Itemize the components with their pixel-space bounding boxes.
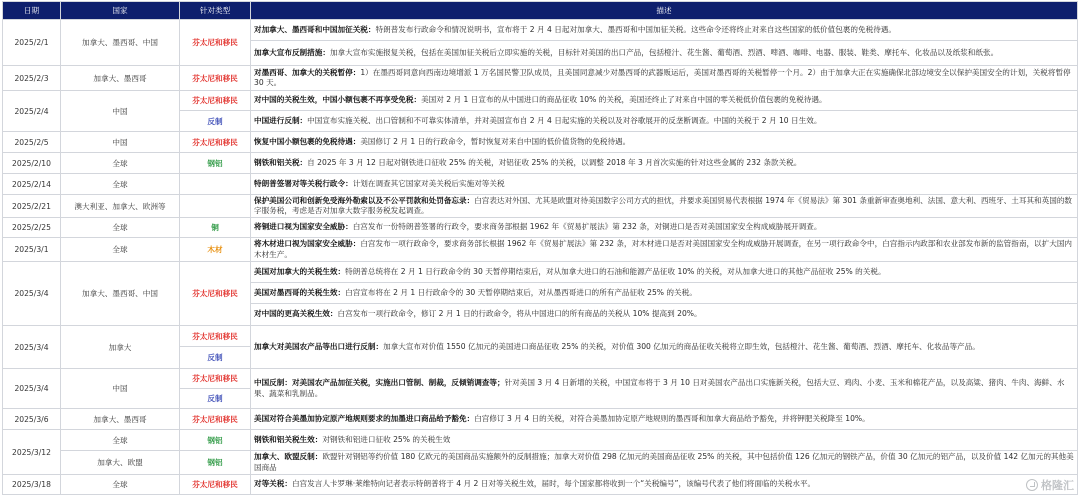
description-cell bbox=[251, 409, 1077, 429]
description-cell bbox=[251, 304, 1077, 325]
description-title: 加拿大、欧盟反制： bbox=[254, 452, 323, 462]
description-body: 白宫表达对外国、尤其是欧盟对待美国数字公司方式的担忧，并要求美国贸易代表根据 1974 年《贸易法》第 301 条重新审查奥地利、法国、意大利、西班牙、土耳其和英国的数字服务税，考虑是否对加拿大数字服务税发起调查。 bbox=[254, 195, 1073, 215]
watermark bbox=[1026, 477, 1074, 493]
description-text bbox=[254, 179, 505, 189]
description-body: 针对美国 3 月 4 日新增的关税，中国宣布将于 3 月 10 日对美国农产品出口实施新关税，包括大豆、鸡肉、小麦、玉米和棉花产品，以及高粱、猪肉、牛肉、海鲜、水果、蔬菜和乳制品。 bbox=[254, 378, 1065, 398]
description-body: 美国修订 2 月 1 日的行政命令，暂时恢复对来自中国的低价值货物的免税待遇。 bbox=[360, 136, 631, 146]
description-title: 加拿大对美国农产品等出口进行反制： bbox=[254, 341, 384, 351]
description-text bbox=[254, 309, 702, 319]
type-label-lumber: 木材 bbox=[207, 245, 223, 254]
type-label-copper: 铜 bbox=[211, 223, 219, 232]
description-cell bbox=[251, 41, 1077, 65]
type-label-countermeasure: 反制 bbox=[207, 353, 223, 362]
date-cell: 2025/2/25 bbox=[3, 218, 60, 237]
description-cell bbox=[251, 326, 1077, 368]
description-text bbox=[254, 414, 870, 424]
description-body: 特朗普总统将在 2 月 1 日行政命令的 30 天暂停期结束后，对从加拿大进口的石油和能源产品征收 10% 的关税，对从加拿大进口的其他产品征收 25% 的关税。 bbox=[345, 266, 886, 276]
description-cell bbox=[251, 153, 1077, 173]
description-text bbox=[254, 196, 1074, 217]
date-cell: 2025/2/5 bbox=[3, 132, 60, 152]
type-label-fentanyl: 芬太尼和移民 bbox=[192, 414, 238, 424]
header-date: 日期 bbox=[3, 2, 60, 19]
description-cell bbox=[251, 111, 1077, 131]
country-cell: 中国 bbox=[61, 91, 179, 131]
type-label-fentanyl: 芬太尼和移民 bbox=[192, 137, 238, 147]
type-cell bbox=[180, 66, 250, 90]
description-title: 美国对墨西哥的关税生效： bbox=[254, 287, 346, 297]
date-cell: 2025/3/1 bbox=[3, 238, 60, 261]
description-text bbox=[254, 116, 821, 126]
description-body: 对钢铁和铝进口征收 25% 的关税生效 bbox=[322, 434, 451, 444]
type-cell bbox=[180, 326, 250, 346]
type-label-countermeasure: 反制 bbox=[207, 116, 223, 126]
description-title: 钢铁和铝关税： bbox=[254, 157, 308, 167]
country-cell: 中国 bbox=[61, 132, 179, 152]
description-body: 欧盟针对钢铝等约价值 180 亿欧元的美国商品实施额外的反制措施；加拿大对价值 298 亿加元的美国商品征收 25% 的关税，其中包括价值 126 亿加元的钢铁产品，价值 30 亿加元的铝产品，以及价值 142 亿加元的其他美国商品 bbox=[254, 452, 1074, 472]
description-text bbox=[254, 137, 630, 147]
description-cell bbox=[251, 91, 1077, 110]
country-cell: 全球 bbox=[61, 174, 179, 194]
description-body: 白宫发布一份特朗普签署的行政令，要求商务部根据 1962 年《贸易扩展法》第 232 条，对铜进口是否对美国国家安全构成威胁展开调查。 bbox=[352, 222, 822, 232]
country-cell: 加拿大 bbox=[61, 326, 179, 368]
type-cell bbox=[180, 389, 250, 408]
type-cell bbox=[180, 430, 250, 450]
type-cell bbox=[180, 369, 250, 388]
date-cell: 2025/2/4 bbox=[3, 91, 60, 131]
country-cell: 加拿大、墨西哥、中国 bbox=[61, 20, 179, 65]
type-cell bbox=[180, 347, 250, 368]
description-title: 中国反制：对美国农产品加征关税，实施出口管制、制裁，反倾销调查等； bbox=[254, 378, 505, 388]
date-cell: 2025/2/10 bbox=[3, 153, 60, 173]
description-body: 白宫宣布将在 2 月 1 日行政命令的 30 天暂停期结束后，对从墨西哥进口的所有产品征收 25% 的关税。 bbox=[345, 287, 697, 297]
description-cell bbox=[251, 430, 1077, 450]
description-cell bbox=[251, 369, 1077, 408]
type-cell bbox=[180, 91, 250, 110]
country-cell: 澳大利亚、加拿大、欧洲等 bbox=[61, 195, 179, 217]
description-text bbox=[254, 288, 697, 298]
description-text bbox=[254, 222, 821, 232]
country-cell: 全球 bbox=[61, 238, 179, 261]
description-cell bbox=[251, 238, 1077, 261]
description-text bbox=[254, 378, 1074, 399]
date-cell: 2025/3/6 bbox=[3, 409, 60, 429]
description-title: 对中国的关税生效，中国小额包裹不再享受免税： bbox=[254, 95, 422, 105]
country-cell: 全球 bbox=[61, 153, 179, 173]
description-title: 钢铁和铝关税生效： bbox=[254, 434, 323, 444]
description-text bbox=[254, 239, 1074, 260]
header-country: 国家 bbox=[61, 2, 179, 19]
type-cell bbox=[180, 409, 250, 429]
type-label-fentanyl: 芬太尼和移民 bbox=[192, 331, 238, 341]
description-cell bbox=[251, 195, 1077, 217]
date-cell: 2025/3/4 bbox=[3, 326, 60, 368]
type-cell bbox=[180, 238, 250, 261]
description-title: 美国对符合美墨加协定原产地规则要求的加墨进口商品给予豁免： bbox=[254, 413, 475, 423]
type-cell bbox=[180, 132, 250, 152]
date-cell: 2025/2/3 bbox=[3, 66, 60, 90]
description-body: 计划在调查其它国家对美关税后实施对等关税 bbox=[352, 178, 505, 188]
description-title: 将木材进口视为国家安全威胁： bbox=[254, 239, 361, 249]
date-cell: 2025/3/18 bbox=[3, 475, 60, 494]
date-cell: 2025/2/14 bbox=[3, 174, 60, 194]
description-text bbox=[254, 342, 980, 352]
type-label-fentanyl: 芬太尼和移民 bbox=[192, 73, 238, 83]
date-cell: 2025/2/21 bbox=[3, 195, 60, 217]
description-text bbox=[254, 267, 886, 277]
description-title: 对加拿大、墨西哥和中国加征关税： bbox=[254, 24, 376, 34]
description-title: 保护美国公司和创新免受海外勒索以及不公平罚款和处罚备忘录： bbox=[254, 195, 475, 205]
description-title: 加拿大宣布反制措施： bbox=[254, 47, 330, 57]
country-cell: 全球 bbox=[61, 475, 179, 494]
watermark-text: 格隆汇 bbox=[1041, 479, 1074, 492]
description-cell bbox=[251, 451, 1077, 474]
description-cell bbox=[251, 283, 1077, 303]
country-cell: 全球 bbox=[61, 430, 179, 450]
description-title: 中国进行反制： bbox=[254, 115, 308, 125]
type-label-steel-aluminum: 钢铝 bbox=[207, 458, 223, 467]
description-text bbox=[254, 95, 827, 105]
description-cell bbox=[251, 475, 1077, 494]
description-title: 美国对加拿大的关税生效： bbox=[254, 266, 346, 276]
type-cell-empty bbox=[180, 174, 250, 194]
tariff-timeline-table bbox=[2, 1, 1078, 495]
type-label-fentanyl: 芬太尼和移民 bbox=[192, 96, 238, 105]
type-label-fentanyl: 芬太尼和移民 bbox=[192, 289, 238, 298]
description-cell bbox=[251, 132, 1077, 152]
description-text bbox=[254, 158, 801, 168]
description-text bbox=[254, 25, 896, 35]
description-title: 特朗普签署对等关税行政令： bbox=[254, 178, 353, 188]
type-label-fentanyl: 芬太尼和移民 bbox=[192, 480, 238, 489]
type-cell bbox=[180, 475, 250, 494]
country-cell: 全球 bbox=[61, 218, 179, 237]
country-cell: 加拿大、墨西哥、中国 bbox=[61, 262, 179, 325]
header-description: 描述 bbox=[251, 2, 1077, 19]
description-body: 白宫修订 3 月 4 日的关税，对符合美墨加协定原产地规则的墨西哥和加拿大商品给予豁免，并将钾肥关税降至 10%。 bbox=[474, 413, 870, 423]
description-title: 对等关税： bbox=[254, 479, 292, 489]
description-body: 加拿大宣布实施报复关税，包括在美国加征关税后立即实施的关税，目标针对美国的出口产品，包括橙汁、花生酱、葡萄酒、烈酒、啤酒、咖啡、电器、服装、鞋类、摩托车、化妆品以及纸浆和纸张。 bbox=[329, 47, 999, 57]
type-cell bbox=[180, 218, 250, 237]
type-label-fentanyl: 芬太尼和移民 bbox=[192, 374, 238, 383]
description-body: 美国对 2 月 1 日宣布的从中国进口的商品征收 10% 的关税，美国还终止了对来自中国的零关税低价值包裹的免税待遇。 bbox=[421, 95, 827, 105]
description-body: 特朗普发布行政命令和情况说明书，宣布将于 2 月 4 日起对加拿大、墨西哥和中国加征关税。这些命令还将终止对来自这些国家的低价值包裹的免税待遇。 bbox=[375, 24, 896, 34]
description-body: 白宫发布一项行政命令，要求商务部长根据 1962 年《贸易扩展法》第 232 条，对木材进口是否对美国国家安全构成威胁开展调查，在另一项行政命令中，白宫指示内政部和农业部发布新的监管指南，以扩大国内木材生产。 bbox=[254, 239, 1073, 259]
description-cell bbox=[251, 218, 1077, 237]
description-text bbox=[254, 479, 815, 489]
description-title: 对墨西哥、加拿大的关税暂停： bbox=[254, 67, 361, 77]
description-cell bbox=[251, 262, 1077, 282]
date-cell: 2025/3/12 bbox=[3, 430, 60, 474]
header-type: 针对类型 bbox=[180, 2, 250, 19]
description-cell bbox=[251, 20, 1077, 40]
country-cell: 加拿大、欧盟 bbox=[61, 451, 179, 474]
type-label-fentanyl: 芬太尼和移民 bbox=[192, 38, 238, 47]
description-cell bbox=[251, 174, 1077, 194]
description-text bbox=[254, 435, 450, 445]
type-cell bbox=[180, 111, 250, 131]
description-body: 自 2025 年 3 月 12 日起对钢铁进口征收 25% 的关税，对铝征收 25% 的关税，以调整 2018 年 3 月首次实施的针对这些金属的 232 条款关税。 bbox=[307, 157, 802, 167]
type-cell bbox=[180, 451, 250, 474]
description-title: 恢复中国小额包裹的免税待遇： bbox=[254, 136, 361, 146]
date-cell: 2025/2/1 bbox=[3, 20, 60, 65]
type-label-steel-aluminum: 钢铝 bbox=[207, 435, 223, 445]
country-cell: 中国 bbox=[61, 369, 179, 408]
description-text bbox=[254, 452, 1074, 473]
description-text bbox=[254, 68, 1074, 89]
type-label-countermeasure: 反制 bbox=[207, 394, 223, 403]
description-body: 白宫发言人卡罗琳·莱维特向记者表示特朗普将于 4 月 2 日对等关税生效，届时，每个国家都将收到一个“关税编号”，该编号代表了他们将面临的关税水平。 bbox=[291, 479, 816, 489]
gelonghui-logo-icon bbox=[1026, 479, 1038, 491]
type-cell-empty bbox=[180, 195, 250, 217]
country-cell: 加拿大、墨西哥 bbox=[61, 409, 179, 429]
description-body: 白宫发布一项行政命令，修订 2 月 1 日的行政命令，将从中国进口的所有商品的关税从 10% 提高到 20%。 bbox=[337, 309, 702, 319]
type-cell bbox=[180, 262, 250, 325]
description-body: 1）在墨西哥同意向西南边境增派 1 万名国民警卫队成员，且美国同意减少对墨西哥的武器贩运后，美国对墨西哥的关税暂停一个月。2）由于加拿大正在实施确保北部边境安全以保护美国安全的计划，关税将暂停 30 天。 bbox=[254, 67, 1071, 87]
description-text bbox=[254, 48, 998, 58]
type-label-steel-aluminum: 钢铝 bbox=[207, 158, 223, 168]
description-title: 将铜进口视为国家安全威胁： bbox=[254, 222, 353, 232]
description-body: 中国宣布实施关税、出口管制和不可靠实体清单，并对美国宣布自 2 月 4 日起实施的关税以及对谷歌展开的反垄断调查。中国的关税于 2 月 10 日生效。 bbox=[307, 115, 822, 125]
description-title: 对中国的更高关税生效： bbox=[254, 309, 338, 319]
date-cell: 2025/3/4 bbox=[3, 369, 60, 408]
type-cell bbox=[180, 20, 250, 65]
description-body: 加拿大宣布对价值 1550 亿加元的美国进口商品征收 25% 的关税，对价值 300 亿加元的商品征收关税将立即生效，包括橙汁、花生酱、葡萄酒、烈酒、摩托车、化妆品等产品。 bbox=[383, 341, 980, 351]
description-cell bbox=[251, 66, 1077, 90]
type-cell bbox=[180, 153, 250, 173]
date-cell: 2025/3/4 bbox=[3, 262, 60, 325]
country-cell: 加拿大、墨西哥 bbox=[61, 66, 179, 90]
